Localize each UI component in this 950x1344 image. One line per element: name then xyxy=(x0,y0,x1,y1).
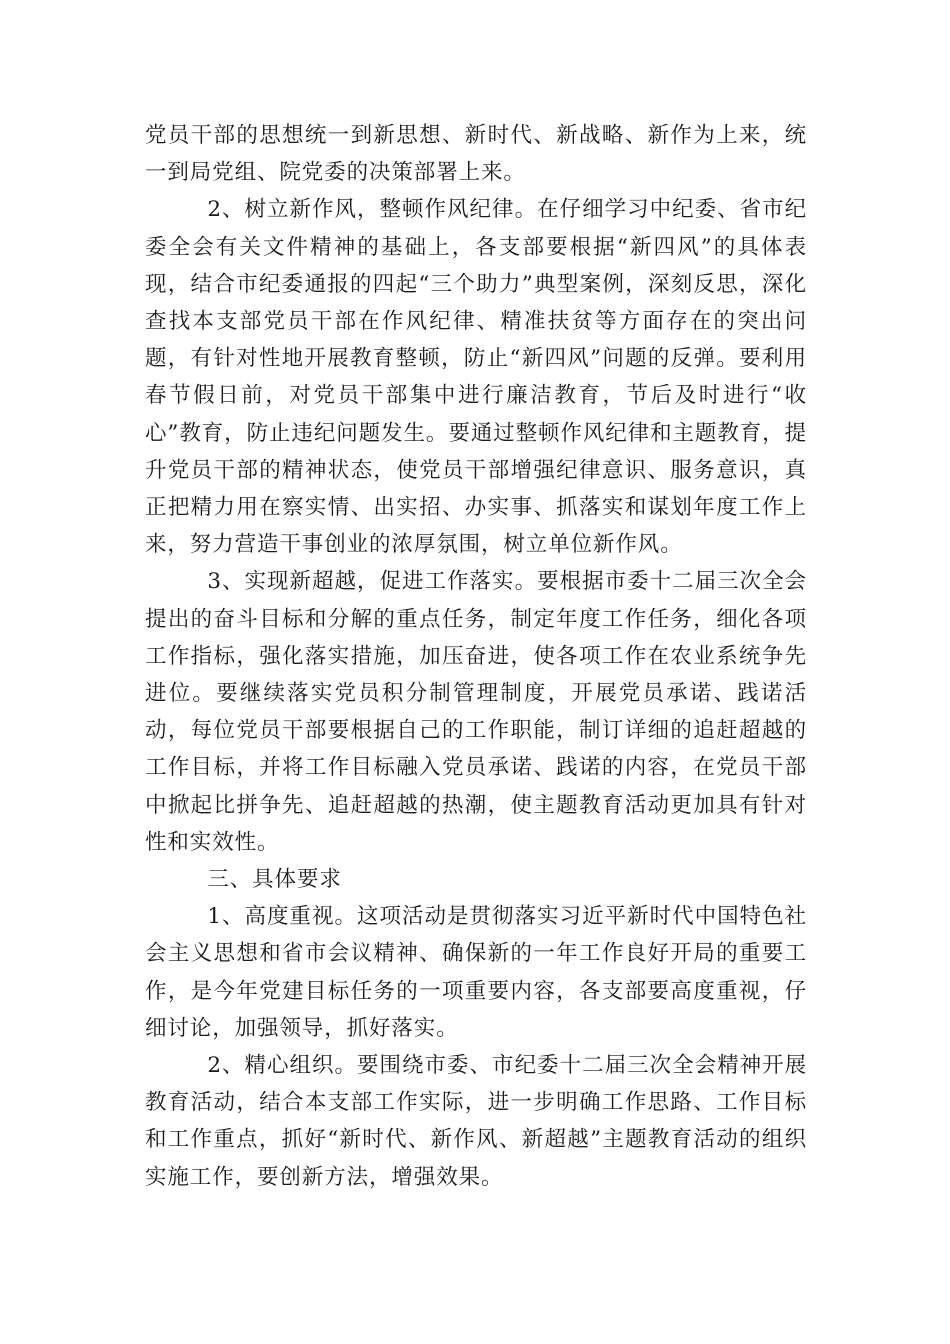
requirement-item: 2、精心组织。要围绕市委、市纪委十二届三次全会精神开展教育活动，结合本支部工作实际，进一步明确工作思路、工作目标和工作重点，抓好“新时代、新作风、新超越”主题教育活动的组织实施工作，要创新方法，增强效果。 xyxy=(145,1053,807,1190)
paragraph-continuation: 党员干部的思想统一到新思想、新时代、新战略、新作为上来，统一到局党组、院党委的决策部署上来。 xyxy=(145,123,807,186)
paragraph-new-style: 2、树立新作风，整顿作风纪律。在仔细学习中纪委、省市纪委全会有关文件精神的基础上，各支部要根据“新四风”的具体表现，结合市纪委通报的四起“三个助力”典型案例，深刻反思，深化查找本支部党员干部在作风纪律、精准扶贫等方面存在的突出问题，有针对性地开展教育整顿，防止“新四风”问题的反弹。要利用春节假日前，对党员干部集中进行廉洁教育，节后及时进行“收心”教育，防止违纪问题发生。要通过整顿作风纪律和主题教育，提升党员干部的精神状态，使党员干部增强纪律意识、服务意识，真正把精力用在察实情、出实招、办实事、抓落实和谋划年度工作上来，努力营造干事创业的浓厚氛围，树立单位新作风。 xyxy=(145,197,807,558)
paragraph-new-surpass: 3、实现新超越，促进工作落实。要根据市委十二届三次全会提出的奋斗目标和分解的重点任务，制定年度工作任务，细化各项工作指标，强化落实措施，加压奋进，使各项工作在农业系统争先进位。要继续落实党员积分制管理制度，开展党员承诺、践诺活动，每位党员干部要根据自己的工作职能，制订详细的追赶超越的工作目标，并将工作目标融入党员承诺、践诺的内容，在党员干部中掀起比拼争先、追赶超越的热潮，使主题教育活动更加具有针对性和实效性。 xyxy=(145,569,807,855)
requirement-item: 1、高度重视。这项活动是贯彻落实习近平新时代中国特色社会主义思想和省市会议精神、确保新的一年工作良好开局的重要工作，是今年党建目标任务的一项重要内容，各支部要高度重视，仔细讨论，加强领导，抓好落实。 xyxy=(145,904,807,1041)
document-body xyxy=(145,117,807,1196)
section-heading: 三、具体要求 xyxy=(207,867,342,893)
